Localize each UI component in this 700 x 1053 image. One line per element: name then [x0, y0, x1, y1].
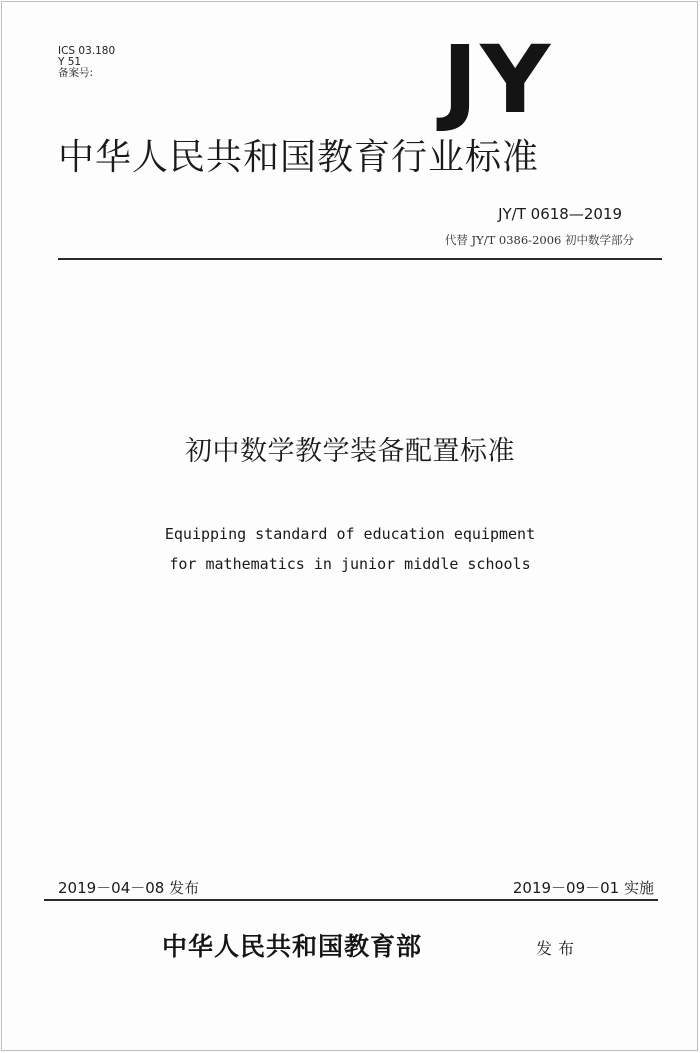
document-title-en-line1: Equipping standard of education equipment [164, 525, 536, 543]
issuer-action: 发布 [536, 939, 581, 958]
document-title-zh: 初中数学教学装备配置标准 [185, 436, 515, 467]
ics-code: ICS 03.180 [58, 45, 116, 57]
jy-logo: JY [442, 26, 553, 135]
industry-standard-title: 中华人民共和国教育行业标准 [58, 137, 540, 178]
issue-date: 2019－04－08 发布 [58, 879, 200, 897]
standard-number: JY/T 0618—2019 [498, 205, 622, 223]
document-title-en-line2: for mathematics in junior middle schools [169, 555, 531, 573]
effective-date: 2019－09－01 实施 [512, 879, 654, 897]
classification-block [58, 46, 115, 79]
header-divider [58, 258, 662, 260]
footer-divider [44, 899, 658, 901]
replaces-note: 代替 JY/T 0386-2006 初中数学部分 [444, 233, 634, 247]
record-number: 备案号: [58, 67, 94, 79]
issuing-authority: 中华人民共和国教育部 [162, 932, 423, 961]
classification-code: Y 51 [58, 56, 82, 68]
